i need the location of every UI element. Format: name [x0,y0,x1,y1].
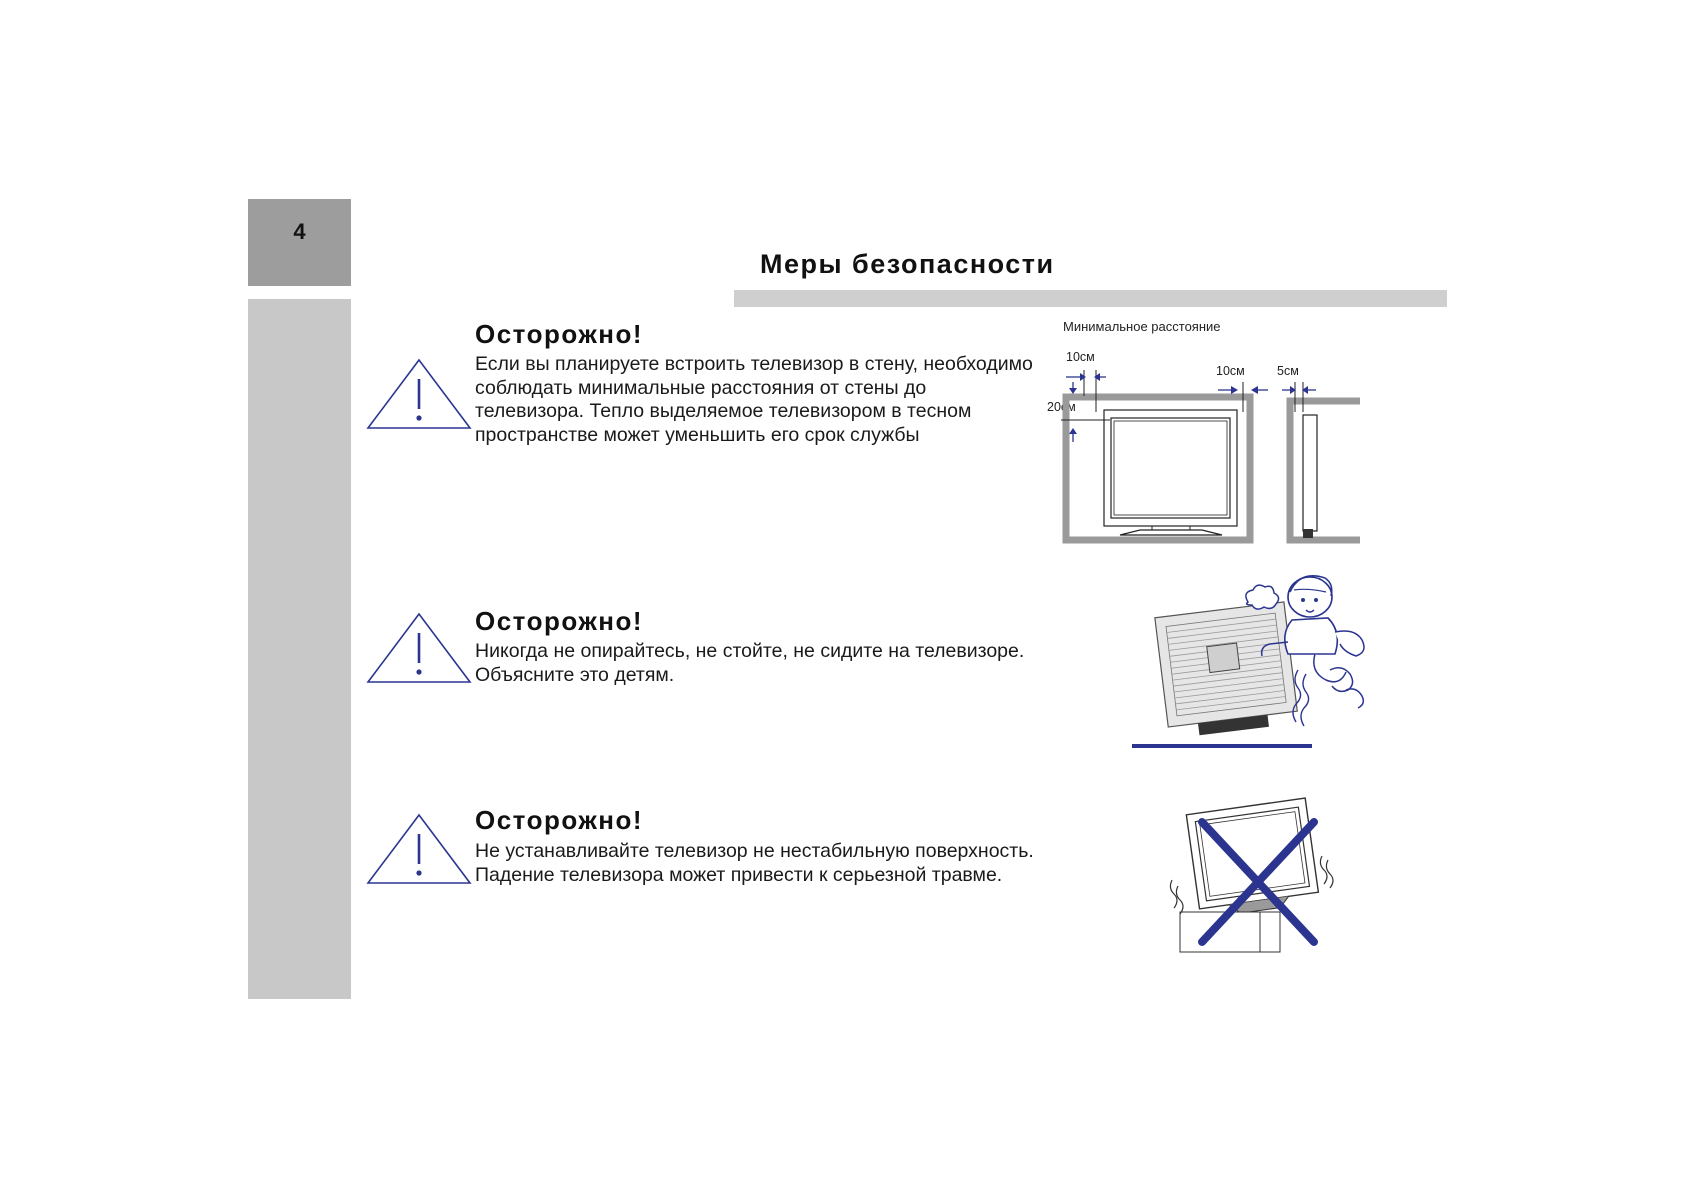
caution-text: Если вы планируете встроить телевизор в стену, необходимо соблюдать минимальные расстояния от стены до телевизора. Тепло выделяемое телевизором в тесном пространстве может уменьшить его срок службы [475,353,1033,446]
caution-heading: Осторожно! [475,805,644,835]
child-leaning-on-tv-illustration [1130,562,1376,758]
page-number-tab [248,199,351,286]
dim-label-side: 5см [1277,364,1299,378]
page-title: Меры безопасности [760,249,1055,279]
page-number: 4 [293,219,306,244]
dim-label-top: 20см [1047,400,1076,414]
caution-text: Никогда не опирайтесь, не стойте, не сидите на телевизоре. Объясните это детям. [475,640,1025,686]
dim-label-right: 10см [1216,364,1245,378]
warning-triangle-icon [366,357,472,431]
caution-text: Не устанавливайте телевизор не нестабильную поверхность. Падение телевизора может привести к серьезной травме. [475,840,1034,886]
unstable-surface-illustration [1162,796,1342,956]
title-rule [734,290,1447,307]
caution-heading: Осторожно! [475,606,644,636]
side-bar [248,299,351,999]
diagram-title: Минимальное расстояние [1063,319,1221,334]
min-distance-diagram [1040,360,1360,550]
dim-label-left: 10см [1066,350,1095,364]
caution-heading: Осторожно! [475,319,644,349]
warning-triangle-icon [366,812,472,886]
warning-triangle-icon [366,611,472,685]
